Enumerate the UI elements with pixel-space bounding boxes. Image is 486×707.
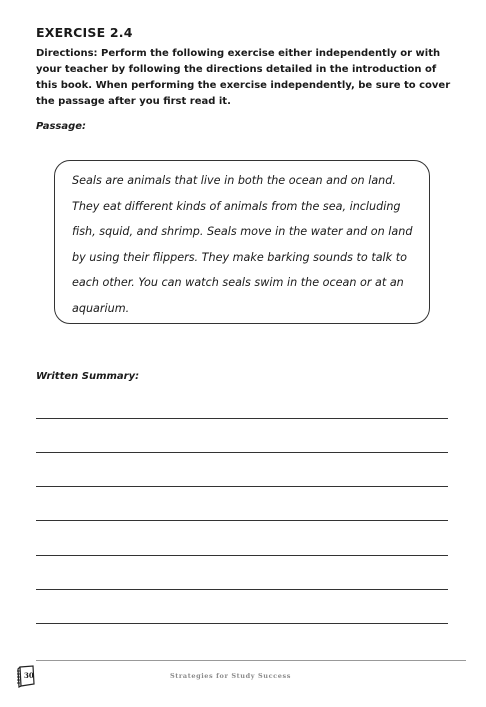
summary-writing-line[interactable] (36, 486, 448, 487)
summary-writing-line[interactable] (36, 589, 448, 590)
summary-writing-line[interactable] (36, 418, 448, 419)
footer-book-title: Strategies for Study Success (170, 672, 291, 680)
summary-writing-line[interactable] (36, 623, 448, 624)
directions-text: Directions: Perform the following exercise either independently or with your teacher by following the directions detailed in the introduction of this book. When performing the exercise independently, be sure to cover the passage after you first read it. (36, 48, 451, 107)
passage-line: each other. You can watch seals swim in the ocean or at an (72, 276, 404, 289)
footer-rule (36, 660, 466, 661)
page-number: 30 (24, 671, 34, 680)
written-summary-label: Written Summary: (36, 371, 140, 382)
passage-text (72, 168, 422, 321)
passage-line: fish, squid, and shrimp. Seals move in the water and on land (72, 225, 413, 238)
summary-writing-line[interactable] (36, 452, 448, 453)
summary-writing-line[interactable] (36, 555, 448, 556)
exercise-title: EXERCISE 2.4 (36, 25, 133, 40)
passage-line: Seals are animals that live in both the ocean and on land. (72, 174, 396, 187)
passage-line: by using their flippers. They make barking sounds to talk to (72, 250, 407, 264)
passage-line: aquarium. (72, 301, 130, 315)
passage-label: Passage: (36, 121, 87, 132)
passage-line: They eat different kinds of animals from the sea, including (72, 199, 401, 213)
summary-writing-line[interactable] (36, 520, 448, 521)
